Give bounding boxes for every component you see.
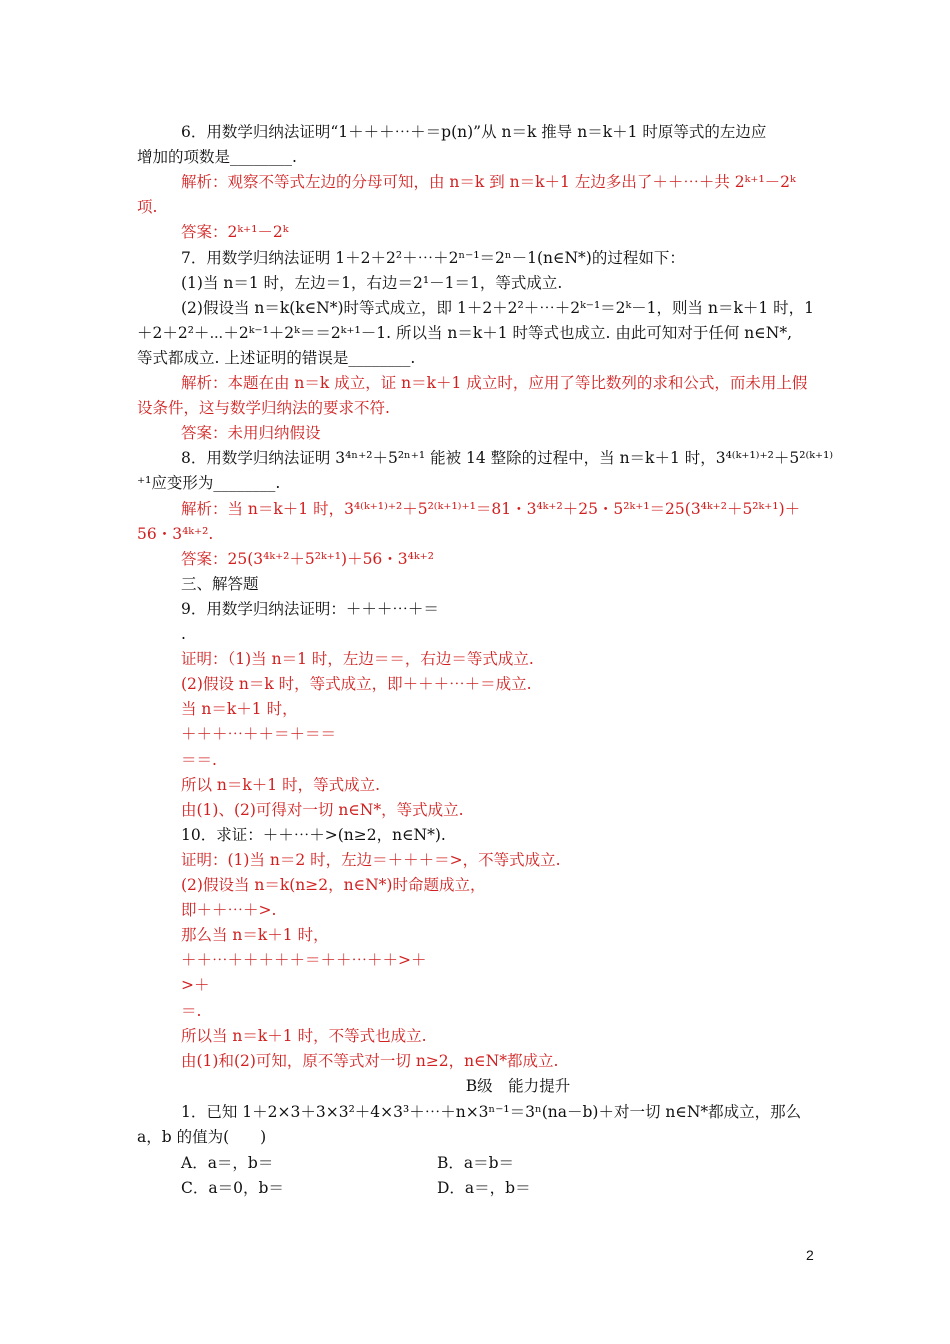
text-line: 答案：未用归纳假设 [181,424,321,442]
text-line: (1)当 n＝1 时，左边＝1，右边＝2¹－1＝1，等式成立. [181,274,563,292]
text-line: (2)假设 n＝k 时，等式成立，即＋＋＋⋯＋＝成立. [181,675,532,693]
text-line: 56・3⁴ᵏ⁺². [137,525,214,543]
text-line: ＝. [181,1002,202,1020]
text-line: ⁺¹应变形为________. [137,474,281,492]
text-line: 所以 n＝k＋1 时，等式成立. [181,776,381,794]
option-d: D．a＝，b＝ [437,1179,531,1197]
page-number: 2 [806,1247,814,1263]
text-line: ＝＝. [181,751,217,769]
text-line: ＋2＋2²＋⋯＋2ᵏ⁻¹＋2ᵏ＝＝2ᵏ⁺¹－1. 所以当 n＝k＋1 时等式也成立. 由此可知对于任何 n∈N*, [137,324,793,342]
text-line: 设条件，这与数学归纳法的要求不符. [137,399,390,417]
option-b: B．a＝b＝ [437,1154,515,1172]
text-line: 解析：当 n＝k＋1 时，3⁴⁽ᵏ⁺¹⁾⁺²＋5²⁽ᵏ⁺¹⁾⁺¹＝81・3⁴ᵏ⁺²＋25・5²ᵏ⁺¹＝25(3⁴ᵏ⁺²＋5²ᵏ⁺¹)＋ [181,500,801,518]
text-line: 等式都成立. 上述证明的错误是________. [137,349,416,367]
text-line: (2)假设当 n＝k(k∈N*)时等式成立，即 1＋2＋2²＋⋯＋2ᵏ⁻¹＝2ᵏ－1，则当 n＝k＋1 时，1 [181,299,814,317]
text-line: >＋ [181,976,210,994]
text-line: 项. [137,198,158,216]
text-line: 所以当 n＝k＋1 时，不等式也成立. [181,1027,427,1045]
text-line: 证明：（1)当 n＝1 时，左边＝＝，右边＝等式成立. [181,650,534,668]
text-line: 10．求证：＋＋⋯＋>(n≥2，n∈N*). [181,826,446,844]
question-1-stem-line-1: 1．已知 1＋2×3＋3×3²＋4×3³＋⋯＋n×3ⁿ⁻¹＝3ⁿ(na－b)＋对一切 n∈N*都成立，那么 [181,1103,802,1121]
text-line: 6．用数学归纳法证明“1＋＋＋⋯＋＝p(n)”从 n＝k 推导 n＝k＋1 时原等式的左边应 [181,123,767,141]
text-line: 当 n＝k＋1 时， [181,700,298,718]
option-c: C．a＝0，b＝ [181,1179,284,1197]
text-line: 答案：25(3⁴ᵏ⁺²＋5²ᵏ⁺¹)＋56・3⁴ᵏ⁺² [181,550,434,568]
text-line: 即＋＋⋯＋>. [181,901,277,919]
text-line: ＋＋＋⋯＋＋＝＋＝＝ [181,725,337,743]
text-line: 解析：本题在由 n＝k 成立，证 n＝k＋1 成立时，应用了等比数列的求和公式，而未用上假 [181,374,808,392]
text-line: . [181,625,186,643]
text-line: 7．用数学归纳法证明 1＋2＋2²＋⋯＋2ⁿ⁻¹＝2ⁿ－1(n∈N*)的过程如下： [181,249,685,267]
section-title: B级 能力提升 [465,1077,571,1095]
text-line: ＋＋⋯＋＋＋＋＋＝＋＋⋯＋＋>＋ [181,951,427,969]
text-line: 解析：观察不等式左边的分母可知，由 n＝k 到 n＝k＋1 左边多出了＋＋⋯＋共 2ᵏ⁺¹－2ᵏ [181,173,796,191]
text-line: 三、解答题 [181,575,259,593]
text-line: 那么当 n＝k＋1 时， [181,926,329,944]
text-line: 由(1)、(2)可得对一切 n∈N*，等式成立. [181,801,464,819]
text-line: 9．用数学归纳法证明：＋＋＋⋯＋＝ [181,600,439,618]
text-line: 增加的项数是________. [137,148,297,166]
option-a: A．a＝，b＝ [181,1154,274,1172]
question-1-stem-line-2: a，b 的值为( ) [137,1128,267,1146]
text-line: 由(1)和(2)可知，原不等式对一切 n≥2，n∈N*都成立. [181,1052,559,1070]
text-line: (2)假设当 n＝k(n≥2，n∈N*)时命题成立， [181,876,486,894]
text-line: 8．用数学归纳法证明 3⁴ⁿ⁺²＋5²ⁿ⁺¹ 能被 14 整除的过程中，当 n＝k＋1 时，3⁴⁽ᵏ⁺¹⁾⁺²＋5²⁽ᵏ⁺¹⁾ [181,449,834,467]
text-line: 答案：2ᵏ⁺¹－2ᵏ [181,223,289,241]
text-line: 证明：(1)当 n＝2 时，左边＝＋＋＋＝>，不等式成立. [181,851,561,869]
